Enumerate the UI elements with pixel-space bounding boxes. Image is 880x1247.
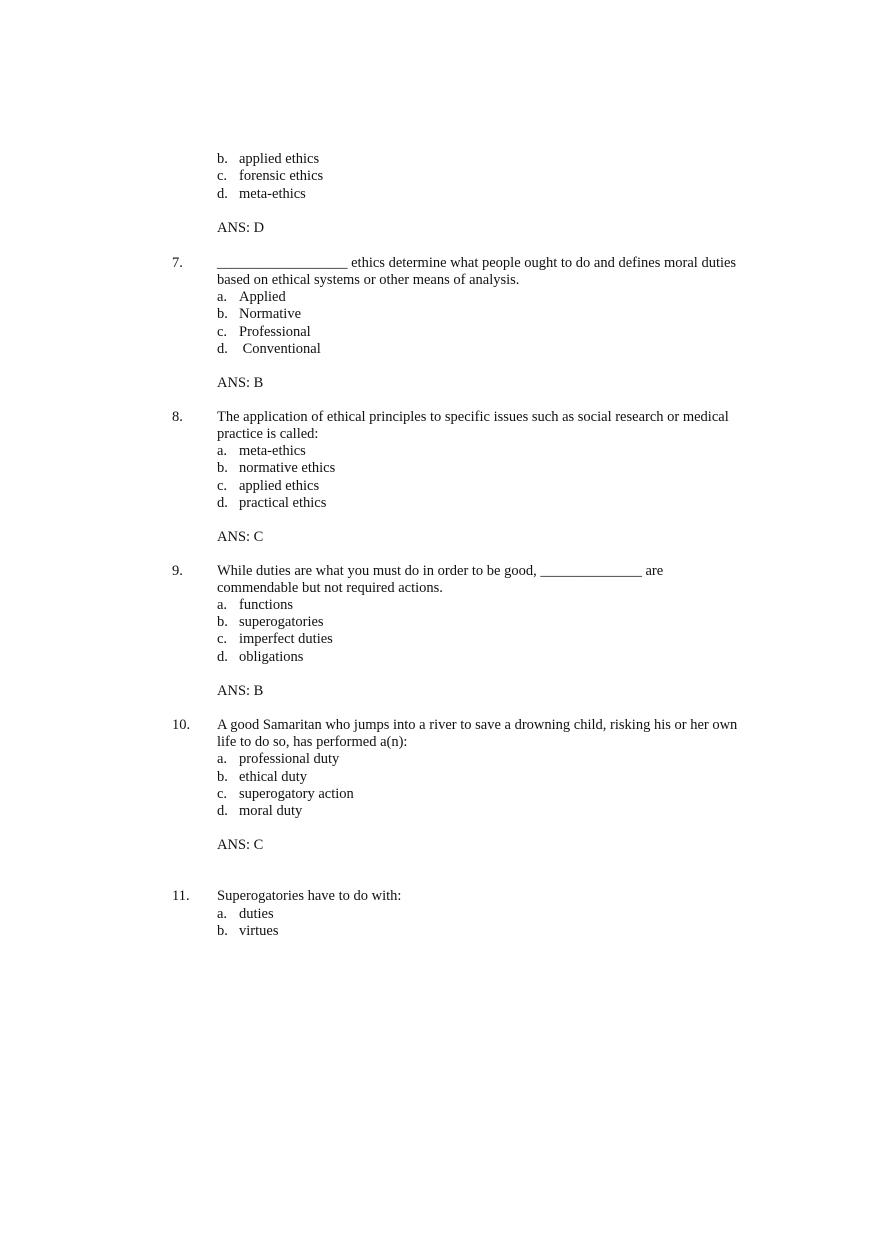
option-text: meta-ethics: [239, 186, 306, 202]
option-letter: d.: [217, 495, 228, 511]
answer-key: ANS: C: [217, 837, 264, 853]
option-letter: c.: [217, 478, 228, 494]
option-letter: c.: [217, 324, 228, 340]
option-text: forensic ethics: [239, 168, 324, 184]
option-letter: b.: [217, 614, 228, 630]
option-text: imperfect duties: [239, 631, 333, 647]
question-stem-line: Superogatories have to do with:: [217, 888, 402, 904]
answer-key: ANS: D: [217, 220, 265, 236]
question-stem-line: practice is called:: [217, 426, 319, 442]
answer-key: ANS: B: [217, 375, 264, 391]
option-text: superogatory action: [239, 786, 354, 802]
question-number: 11.: [172, 888, 190, 904]
option-text: meta-ethics: [239, 443, 306, 459]
option-text: Normative: [239, 306, 302, 322]
option-letter: a.: [217, 751, 228, 767]
option-letter: d.: [217, 803, 228, 819]
option-letter: c.: [217, 631, 228, 647]
option-letter: a.: [217, 443, 228, 459]
option-letter: b.: [217, 769, 228, 785]
question-number: 7.: [172, 255, 183, 271]
option-letter: c.: [217, 786, 228, 802]
question-number: 9.: [172, 563, 183, 579]
option-text: functions: [239, 597, 293, 613]
question-number: 10.: [172, 717, 191, 733]
option-text: duties: [239, 906, 274, 922]
option-text: obligations: [239, 649, 304, 665]
option-text: superogatories: [239, 614, 324, 630]
option-text: Conventional: [239, 341, 321, 357]
option-text: professional duty: [239, 751, 340, 767]
option-text: ethical duty: [239, 769, 308, 785]
answer-key: ANS: B: [217, 683, 264, 699]
question-stem-line: The application of ethical principles to specific issues such as social research or medical: [217, 409, 729, 425]
option-text: Professional: [239, 324, 311, 340]
option-text: applied ethics: [239, 151, 320, 167]
question-stem-line: life to do so, has performed a(n):: [217, 734, 408, 750]
question-stem-line: A good Samaritan who jumps into a river to save a drowning child, risking his or her own: [217, 717, 738, 733]
option-text: normative ethics: [239, 460, 336, 476]
option-letter: a.: [217, 597, 228, 613]
option-letter: d.: [217, 341, 228, 357]
option-letter: c.: [217, 168, 228, 184]
option-text: applied ethics: [239, 478, 320, 494]
question-stem-line: commendable but not required actions.: [217, 580, 443, 596]
option-text: virtues: [239, 923, 279, 939]
option-letter: d.: [217, 649, 228, 665]
option-letter: a.: [217, 906, 228, 922]
question-stem-line: __________________ ethics determine what people ought to do and defines moral duties: [217, 255, 737, 271]
option-letter: b.: [217, 460, 228, 476]
option-letter: b.: [217, 306, 228, 322]
option-letter: b.: [217, 151, 228, 167]
option-letter: a.: [217, 289, 228, 305]
option-text: practical ethics: [239, 495, 327, 511]
question-stem-line: While duties are what you must do in order to be good, ______________ are: [217, 563, 664, 579]
option-letter: d.: [217, 186, 228, 202]
question-stem-line: based on ethical systems or other means of analysis.: [217, 272, 520, 288]
question-number: 8.: [172, 409, 183, 425]
option-text: Applied: [239, 289, 286, 305]
option-text: moral duty: [239, 803, 303, 819]
answer-key: ANS: C: [217, 529, 264, 545]
option-letter: b.: [217, 923, 228, 939]
